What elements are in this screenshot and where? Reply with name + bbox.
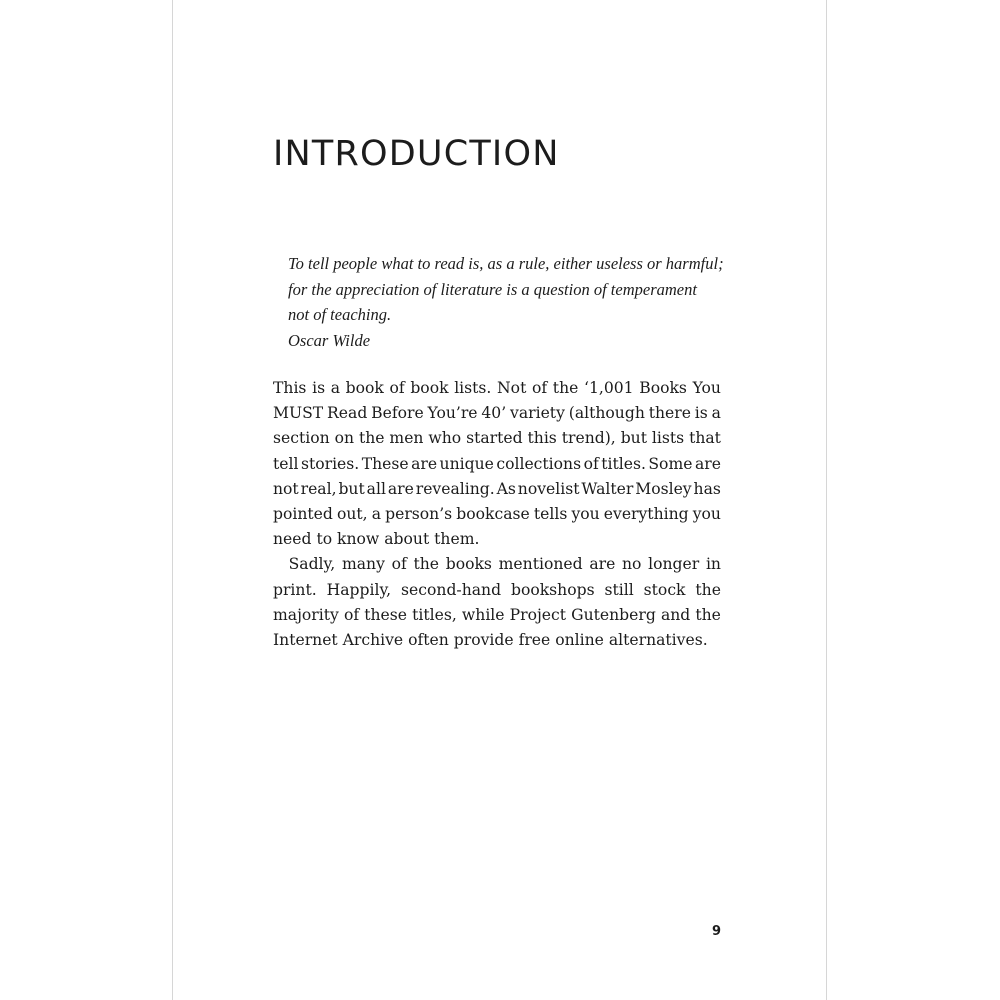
word: while [461,605,505,624]
word: Not [497,379,527,397]
word: on [334,429,355,448]
word: has [693,479,721,498]
word: are [411,454,438,473]
epigraph-line: for the appreciation of literature is a question of temperament [288,279,697,299]
word: MUST [273,404,324,423]
epigraph-line: To tell people what to read is, as a rule, either useless or harmful; [288,254,724,273]
word: unique [439,454,494,473]
epigraph-line: not of teaching. [288,305,392,324]
word: of [343,605,360,624]
word: many [341,555,385,574]
word: a [330,379,341,397]
word: is [312,379,326,397]
word: of [583,454,599,473]
word: real, [300,479,337,498]
word: the [695,605,721,624]
word: second-hand [401,580,502,599]
paragraph-line [273,426,721,451]
paragraph-line [273,552,721,577]
word: Before [371,404,424,423]
word: Mosley [635,479,692,498]
word: book [410,379,449,397]
word: Sadly, [288,555,336,574]
word: print. [273,580,317,599]
word: stock [643,580,686,599]
word: you [692,505,721,524]
word: longer [648,555,700,574]
word: are [589,555,616,574]
word: everything [603,505,689,524]
word: not [273,479,299,498]
word: in [705,555,721,574]
word: As [496,479,516,498]
paragraph-line [273,477,721,502]
word: majority [273,605,339,624]
word: there [648,404,691,423]
paragraph-line [273,401,721,426]
word: who [428,429,462,448]
word: These [361,454,409,473]
word: Walter [581,479,634,498]
word: men [389,429,424,448]
word: ‘1,001 [583,379,634,397]
word: Gutenberg [571,605,656,624]
word: these [364,605,407,624]
word: lists [651,429,685,448]
chapter-title: INTRODUCTION [273,134,560,174]
word: out, [336,505,368,524]
word: of [389,379,405,397]
word: lists. [454,379,492,397]
word: revealing. [415,479,495,498]
word: but [338,479,365,498]
paragraph-line [273,502,721,527]
word: a [371,505,382,524]
word: started [466,429,523,448]
word: are [387,479,414,498]
word: of [391,555,407,574]
word: titles, [412,605,457,624]
word: is [694,404,708,423]
word: bookcase [456,505,530,524]
word: that [689,429,721,448]
word: novelist [517,479,580,498]
word: the [413,555,440,574]
paragraph-line [273,578,721,603]
word: Happily, [326,580,392,599]
paragraph-line [273,603,721,628]
word: are [694,454,721,473]
word: this [527,429,557,448]
word: still [604,580,634,599]
word: book [345,379,384,397]
word: bookshops [510,580,595,599]
word: but [620,429,647,448]
word: pointed [273,505,333,524]
word: tell [273,454,299,473]
word: books [445,555,492,574]
word: You’re [427,404,478,423]
word: Some [648,454,693,473]
body-text [273,376,721,653]
word: no [622,555,642,574]
word: titles. [601,454,646,473]
epigraph-quote [288,251,728,353]
paragraph-line: Internet Archive often provide free online alternatives. [273,631,708,650]
paragraph-line: need to know about them. [273,530,480,549]
word: section [273,429,330,448]
word: Project [509,605,567,624]
word: of [531,379,548,397]
word: the [695,580,721,599]
word: you [571,505,600,524]
word: mentioned [498,555,583,574]
page-number: 9 [711,924,721,939]
word: This [273,379,307,397]
word: a [711,404,721,423]
epigraph-attribution: Oscar Wilde [288,330,371,350]
word: tells [533,505,568,524]
paragraph-line [273,376,721,401]
word: the [358,429,385,448]
word: person’s [385,505,453,524]
word: 40’ [481,404,507,423]
word: Books [639,379,687,397]
word: Read [327,404,368,423]
paragraph-2 [273,552,721,653]
paragraph-line [273,452,721,477]
word: You [692,379,721,397]
word: trend), [561,429,616,448]
word: all [366,479,386,498]
paragraph-1 [273,376,721,552]
word: (although [568,404,645,423]
word: variety [510,404,565,423]
word: collections [496,454,582,473]
book-page [172,0,827,1000]
word: and [660,605,691,624]
word: stories. [300,454,360,473]
word: the [552,379,579,397]
